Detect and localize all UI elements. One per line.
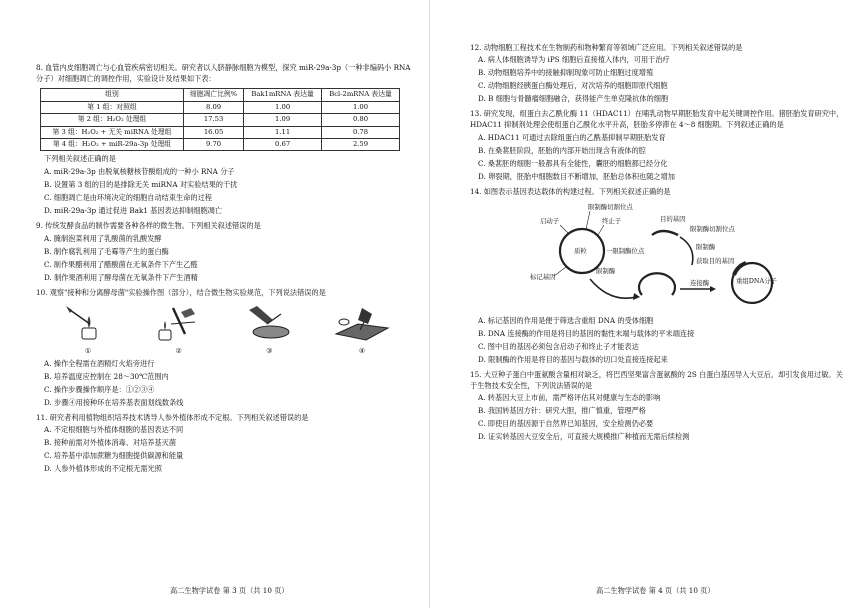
option-d: D. 人参外植体形成的不定根无需光照 — [44, 464, 162, 474]
option-c: C. 细胞凋亡是由环境决定的细胞自动结束生命的过程 — [44, 193, 212, 203]
table-row — [41, 101, 400, 113]
table-cell: 17.53 — [183, 114, 243, 126]
question-8 — [36, 62, 412, 217]
question-13 — [470, 108, 846, 182]
table-row — [41, 126, 400, 138]
ligase-label: 连接酶 — [690, 278, 710, 287]
site-label: 限制酶切割位点 — [588, 202, 633, 211]
table-header: Bak1mRNA 表达量 — [244, 89, 322, 101]
site2-label: 一限制酶位点 — [606, 246, 645, 255]
option-a: A. 不定根细胞与外植体细胞的基因表达不同 — [44, 425, 184, 435]
figure-label: ② — [175, 347, 182, 356]
petri-dish-hand-icon — [241, 304, 297, 342]
table-cell: 0.80 — [322, 114, 400, 126]
option-c: C. 图中目的基因必须包含启动子和终止子才能表达 — [478, 342, 639, 352]
figure-4 — [332, 304, 392, 357]
option-b: B. 在桑葚胚阶段，胚胎的内部开始出现含有液体的腔 — [478, 145, 646, 155]
table-cell: 第 1 组：对照组 — [41, 101, 184, 113]
figure-label: ③ — [266, 347, 273, 356]
figure-label: ④ — [358, 347, 366, 356]
option-b: B. DNA 连接酶的作用是将目的基因的黏性末端与载体的平末端连接 — [478, 329, 695, 339]
site3-label: 限制酶切割位点 — [690, 224, 735, 233]
terminator-label: 终止子 — [602, 216, 622, 225]
vector-construction-diagram — [530, 199, 800, 311]
table-cell: 第 2 组：H₂O₂ 处理组 — [41, 114, 184, 126]
question-14-stem: 14. 如图表示基因表达载体的构建过程。下列相关叙述正确的是 — [470, 186, 671, 196]
question-8-lead: 下列相关叙述正确的是 — [44, 154, 116, 164]
marker-label: 标记基因 — [530, 272, 556, 281]
question-9 — [36, 220, 412, 283]
option-d: D. 步骤④用接种环在培养基表面划线数条线 — [44, 398, 184, 408]
enzyme1-label: 限制酶 — [596, 266, 616, 275]
table-cell: 1.09 — [244, 114, 322, 126]
question-12 — [470, 42, 846, 105]
question-11-stem: 11. 研究者利用植物组织培养技术诱导人参外植体形成不定根。下列相关叙述错误的是 — [36, 413, 309, 423]
option-c: C. 即使目的基因源于自然界已知基因，安全检测仍必要 — [478, 419, 654, 429]
question-10 — [36, 287, 412, 410]
option-a: A. miR-29a-3p 由脱氧核糖核苷酸组成的一种小 RNA 分子 — [44, 167, 235, 177]
table-cell: 第 4 组：H₂O₂ + miR-29a-3p 处理组 — [41, 139, 184, 151]
figure-2 — [151, 304, 207, 357]
table-cell: 8.09 — [183, 101, 243, 113]
recomb-label: 重组DNA分子 — [736, 276, 777, 285]
option-a: A. 腌制泡菜利用了乳酸菌的乳酸发酵 — [44, 233, 162, 243]
option-b: B. 培养温度应控制在 28～30℃范围内 — [44, 372, 169, 382]
option-b: B. 我国转基因方针：研究大胆，推广慎重，管理严格 — [478, 406, 646, 416]
question-10-stem: 10. 观察"接种和分离酵母菌"实验操作图（部分），结合微生物实验规范，下列说法错误的是 — [36, 287, 326, 297]
option-d: D. 证实转基因大豆安全后，可直接大规模推广种植而无需后续检测 — [478, 432, 690, 442]
table-cell: 第 3 组：H₂O₂ + 无关 miRNA 处理组 — [41, 126, 184, 138]
q10-figures — [36, 304, 412, 357]
table-cell: 1.00 — [244, 101, 322, 113]
table-row — [41, 139, 400, 151]
option-b: B. 动物细胞培养中的接触抑制现象可防止细胞过度增殖 — [478, 68, 654, 78]
option-d: D. 卵裂期，胚胎中细胞数目不断增加，胚胎总体积也随之增加 — [478, 171, 675, 181]
question-12-stem: 12. 动物细胞工程技术在生物制药和物种繁育等领域广泛应用。下列相关叙述错误的是 — [470, 43, 743, 52]
table-header: 组别 — [41, 89, 184, 101]
table-cell: 0.67 — [244, 139, 322, 151]
test-tube-flame-icon — [151, 304, 207, 342]
option-d: D. 制作果酒利用了酵母菌在无氧条件下产生酒精 — [44, 272, 198, 282]
option-a: A. HDAC11 可通过去除组蛋白的乙酰基抑制早期胚胎发育 — [478, 132, 666, 142]
option-b: B. 设置第 3 组的目的是排除无关 miRNA 对实验结果的干扰 — [44, 180, 238, 190]
option-a: A. 病人体细胞诱导为 iPS 细胞后直接植入体内，可用于治疗 — [478, 55, 670, 65]
page-footer: 高二生物学试卷 第 4 页（共 10 页） — [596, 586, 715, 595]
promoter-label: 启动子 — [540, 216, 560, 225]
option-c: C. 操作步骤操作顺序是：①②③④ — [44, 385, 155, 395]
table-cell: 9.70 — [183, 139, 243, 151]
table-header-row — [41, 89, 400, 101]
option-b: B. 接种前需对外植体消毒、对培养基灭菌 — [44, 438, 177, 448]
table-cell: 0.78 — [322, 126, 400, 138]
plasmid-label: 质粒 — [574, 246, 587, 255]
question-15 — [470, 369, 846, 443]
option-d: D. B 细胞与骨髓瘤细胞融合，获得能产生单克隆抗体的细胞 — [478, 94, 669, 104]
option-d: D. miR-29a-3p 通过促进 Bak1 基因表达抑制细胞凋亡 — [44, 206, 223, 216]
table-cell: 1.11 — [244, 126, 322, 138]
page-4 — [430, 0, 860, 608]
target-label: 目的基因 — [660, 214, 686, 223]
question-15-stem: 15. 大豆种子蛋白中蛋氨酸含量相对缺乏，将巴西坚果富含蛋氨酸的 2S 白蛋白基因导入大豆后，却引发食用过敏。关于生物技术安全性，下列说法错误的是 — [470, 370, 843, 391]
option-c: C. 培养基中添加蔗糖为细胞提供碳源和能量 — [44, 451, 184, 461]
question-13-stem: 13. 研究发现，组蛋白去乙酰化酶 11（HDAC11）在哺乳动物早期胚胎发育中起关键调控作用。猪胚胎发育研究中，HDAC11 抑制剂处理会使组蛋白乙酰化水平升高，胚胎多停滞在 4～8 细胞期。下列叙述正确的是 — [470, 109, 844, 130]
option-d: D. 限制酶的作用是将目的基因与载体的切口处直接连接起来 — [478, 355, 668, 365]
table-cell: 16.05 — [183, 126, 243, 138]
obtained-label: 获取目的基因 — [696, 256, 735, 265]
enzyme2-label: 限制酶 — [696, 242, 716, 251]
page-footer: 高二生物学试卷 第 3 页（共 10 页） — [170, 586, 289, 595]
option-c: C. 制作果醋利用了醋酸菌在无氧条件下产生乙醛 — [44, 259, 198, 269]
table-cell: 2.59 — [322, 139, 400, 151]
question-11 — [36, 412, 412, 475]
streak-plate-icon — [332, 304, 392, 342]
option-c: C. 桑葚胚的细胞一般都具有全能性，囊胚的细胞都已经分化 — [478, 158, 668, 168]
question-9-stem: 9. 传统发酵食品的制作需要各种各样的微生物。下列相关叙述错误的是 — [36, 221, 261, 231]
question-14 — [470, 186, 846, 366]
option-a: A. 标记基因的作用是便于筛选含重组 DNA 的受体细胞 — [478, 316, 654, 326]
question-8-stem: 8. 血管内皮细胞凋亡与心血管疾病密切相关。研究者以人脐静脉细胞为模型，探究 miR-29a-3p（一种非编码小 RNA 分子）对细胞凋亡的调控作用，实验设计及结果如下表： — [36, 63, 411, 84]
figure-label: ① — [84, 347, 92, 356]
figure-3 — [241, 304, 297, 357]
table-header: Bcl-2mRNA 表达量 — [322, 89, 400, 101]
q8-table — [40, 88, 400, 151]
inoculating-loop-flame-icon — [60, 304, 116, 342]
option-a: A. 转基因大豆上市前，需严格评估其对健康与生态的影响 — [478, 393, 661, 403]
table-header: 细胞凋亡比例% — [183, 89, 243, 101]
option-c: C. 动物细胞经胰蛋白酶处理后，对次培养的细胞即原代细胞 — [478, 81, 668, 91]
option-b: B. 制作腐乳利用了毛霉等产生的蛋白酶 — [44, 246, 169, 256]
option-a: A. 操作全程需在酒精灯火焰旁进行 — [44, 359, 155, 369]
table-cell: 1.00 — [322, 101, 400, 113]
figure-1 — [60, 304, 116, 357]
table-row — [41, 114, 400, 126]
